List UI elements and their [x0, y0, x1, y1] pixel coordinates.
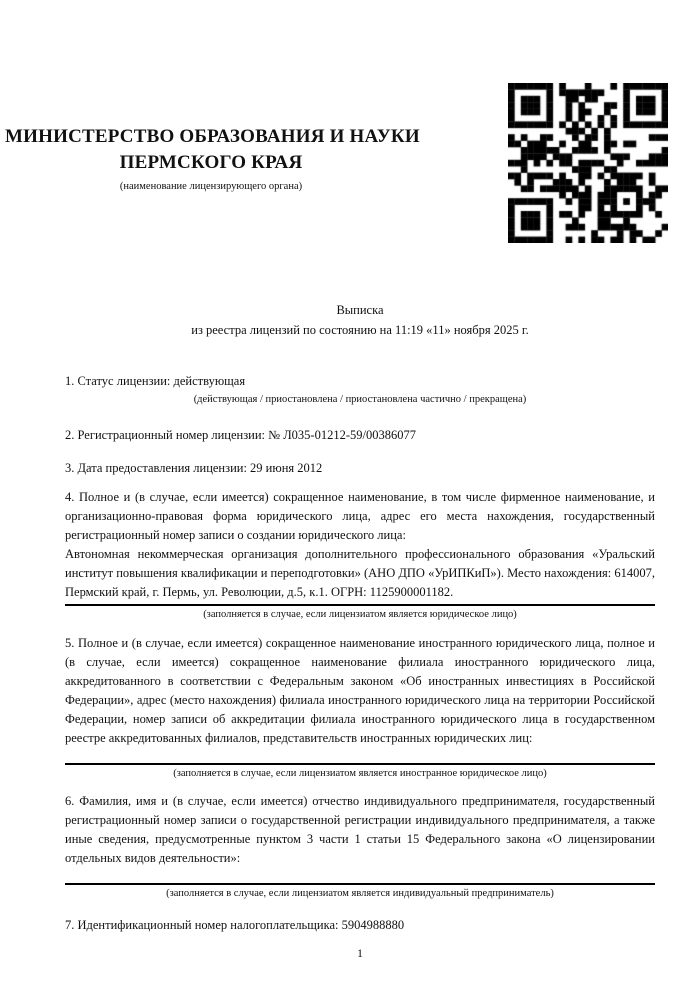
item-license-grant-date — [65, 459, 655, 478]
document-title-line2: из реестра лицензий по состоянию на 11:19 «11» ноября 2025 г. — [191, 323, 529, 337]
individual-entrepreneur-label: 6. Фамилия, имя и (в случае, если имеется) отчество индивидуального предпринимателя, государственный регистрационный номер записи о государственной регистрации индивидуального предпринимателя, а также иные сведения, предусмотренные пунктом 3 части 1 статьи 15 Федерального закона «О лицензировании отдельных видов деятельности»: — [65, 794, 655, 865]
taxpayer-id-text: 7. Идентификационный номер налогоплательщика: 5904988880 — [65, 918, 405, 932]
foreign-legal-entity-label: 5. Полное и (в случае, если имеется) сокращенное наименование иностранного юридического лица, полное и (в случае, если имеется) сокращенное наименование филиала иностранного юридического лица, аккредитованного в соответствии с Федеральным законом «Об иностранных инвестициях в Российской Федерации», адрес (место нахождения) филиала иностранного юридического лица на территории Российской Федерации, номер записи об аккредитации филиала иностранного юридического лица в государственном реестре аккредитованных филиалов, представительств иностранных юридических лиц: — [65, 636, 655, 745]
legal-entity-label: 4. Полное и (в случае, если имеется) сокращенное наименование, в том числе фирменное наименование, и организационно-правовая форма юридического лица, адрес его места нахождения, государственный регистрационный номер записи о создании юридического лица: — [65, 490, 655, 542]
document-header — [0, 0, 700, 243]
licensing-authority-caption: (наименование лицензирующего органа) — [119, 181, 303, 192]
document-title-line1: Выписка — [336, 303, 384, 317]
item-taxpayer-id — [65, 916, 655, 935]
ministry-name-line1: МИНИСТЕРСТВО ОБРАЗОВАНИЯ И НАУКИ — [5, 126, 420, 147]
legal-entity-caption: (заполняется в случае, если лицензиатом является юридическое лицо) — [203, 609, 517, 620]
foreign-legal-entity-caption: (заполняется в случае, если лицензиатом является иностранное юридическое лицо) — [173, 768, 547, 779]
license-status-text: 1. Статус лицензии: действующая — [65, 374, 246, 388]
license-status-options-caption: (действующая / приостановлена / приостановлена частично / прекращена) — [193, 394, 527, 405]
item-foreign-legal-entity — [65, 634, 655, 782]
license-grant-date-text: 3. Дата предоставления лицензии: 29 июня 2012 — [65, 461, 323, 475]
page-number: 1 — [357, 946, 363, 960]
item-license-status — [65, 372, 655, 408]
document-body — [0, 300, 700, 963]
item-individual-entrepreneur — [65, 792, 655, 902]
item-legal-entity — [65, 488, 655, 623]
legal-entity-value: Автономная некоммерческая организация дополнительного профессионального образования «Уральский институт повышения квалификации и переподготовки» (АНО ДПО «УрИПКиП»). Место нахождения: 614007, Пермский край, г. Пермь, ул. Революции, д.5, к.1. ОГРН: 1125900001182. — [65, 547, 655, 599]
individual-entrepreneur-caption: (заполняется в случае, если лицензиатом является индивидуальный предприниматель) — [166, 888, 554, 899]
item-registration-number — [65, 426, 655, 445]
fill-in-rule-individual-entrepreneur — [65, 883, 655, 885]
fill-in-rule-foreign-legal-entity — [65, 763, 655, 765]
registration-number-text: 2. Регистрационный номер лицензии: № Л035-01212-59/00386077 — [65, 428, 416, 442]
document-title — [65, 300, 655, 340]
licensing-authority-block — [5, 124, 420, 194]
fill-in-rule-legal-entity — [65, 604, 655, 606]
ministry-name-line2: ПЕРМСКОГО КРАЯ — [119, 152, 303, 173]
qr-code-icon — [508, 83, 668, 243]
